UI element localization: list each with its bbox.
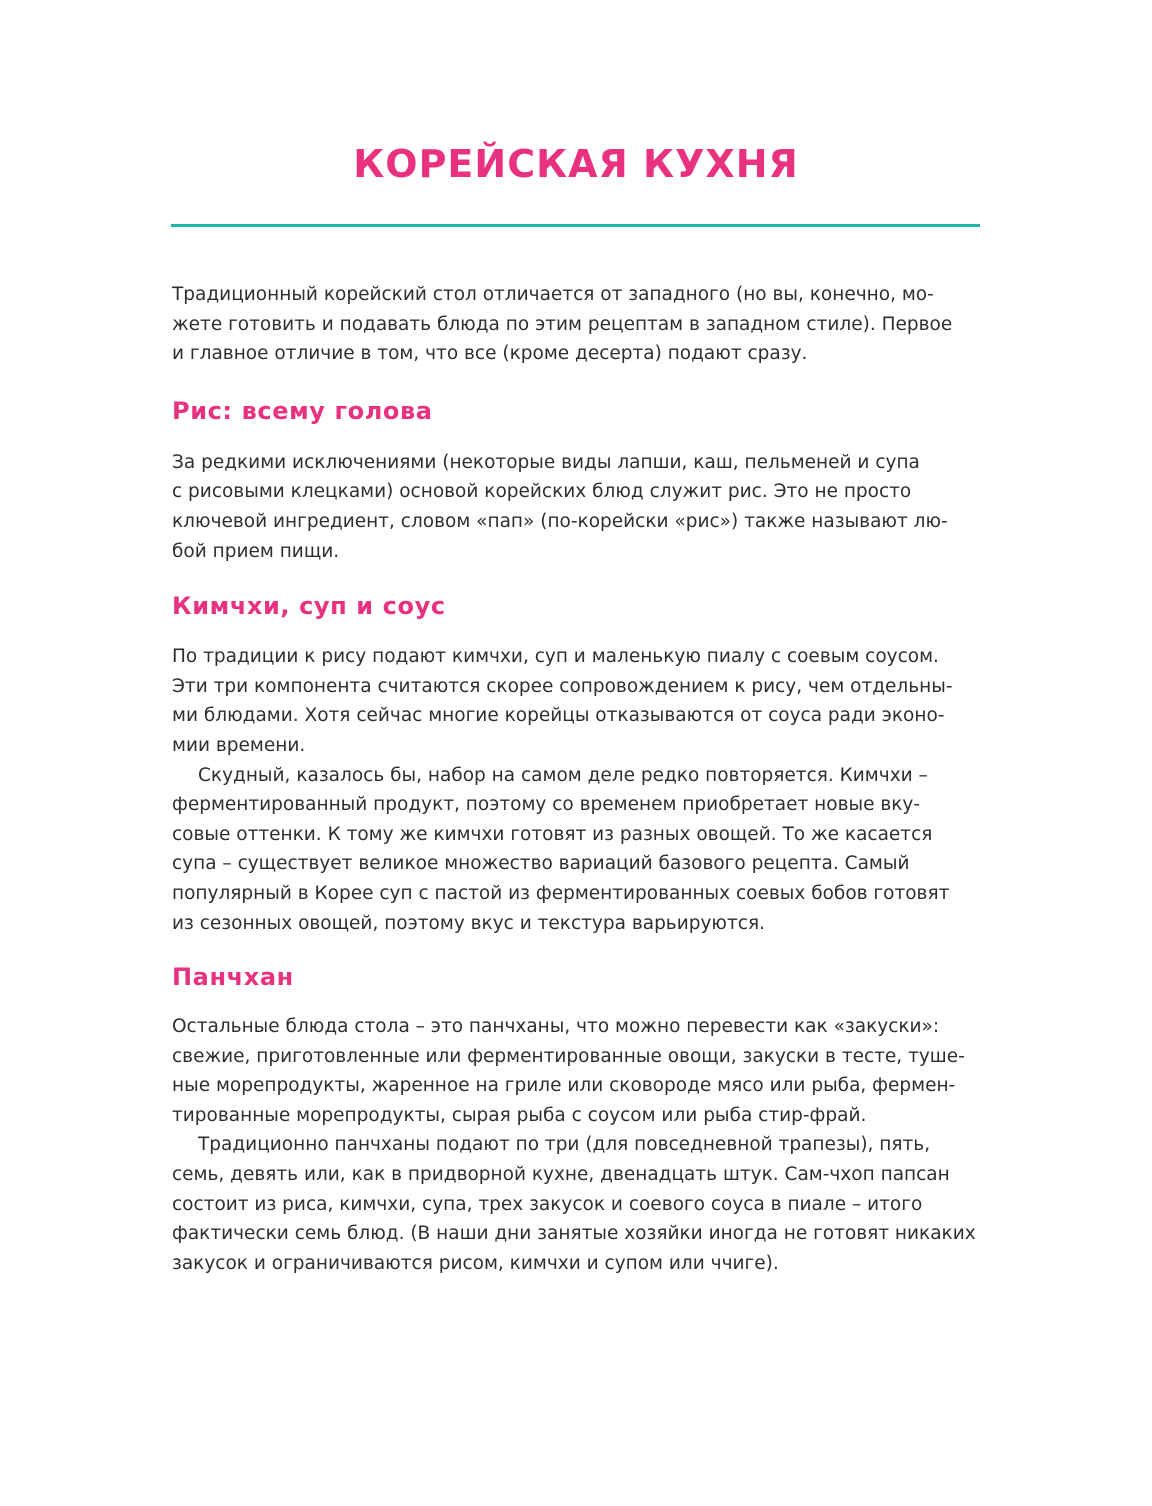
text-line: ми блюдами. Хотя сейчас многие корейцы отказываются от соуса ради эконо- [172,705,945,727]
rice-paragraph [172,448,982,566]
text-line: тированные морепродукты, сырая рыба с соусом или рыба стир-фрай. [172,1104,867,1126]
section-heading-banchan: Панчхан [172,963,294,992]
text-line: ные морепродукты, жаренное на гриле или сковороде мясо или рыба, фермен- [172,1075,956,1097]
text-line: бой прием пищи. [172,540,340,562]
text-line: состоит из риса, кимчхи, супа, трех закусок и соевого соуса в пиале – итого [172,1193,923,1215]
text-line: Традиционный корейский стол отличается от западного (но вы, конечно, мо- [172,284,934,305]
text-line: с рисовыми клецками) основой корейских блюд служит рис. Это не просто [172,481,912,503]
kimchi-paragraph-1 [172,642,982,760]
text-line: Эти три компонента считаются скорее сопровождением к рису, чем отдельны- [172,675,953,697]
text-line: Остальные блюда стола – это панчханы, что можно перевести как «закуски»: [172,1016,940,1038]
text-line: ферментированный продукт, поэтому со временем приобретает новые вку- [172,794,921,816]
text-line: жете готовить и подавать блюда по этим рецептам в западном стиле). Первое [172,313,953,335]
section-heading-kimchi: Кимчхи, суп и соус [172,592,446,621]
text-line: закусок и ограничиваются рисом, кимчхи и супом или ччиге). [172,1252,779,1274]
text-line: мии времени. [172,734,306,756]
intro-paragraph [172,280,982,369]
text-line: семь, девять или, как в придворной кухне, двенадцать штук. Сам-чхоп папсан [172,1164,950,1186]
text-line: Скудный, казалось бы, набор на самом деле редко повторяется. Кимчхи – [198,764,928,786]
text-line: фактически семь блюд. (В наши дни занятые хозяйки иногда не готовят никаких [172,1223,976,1245]
section-heading-rice: Рис: всему голова [172,396,433,425]
page-title: КОРЕЙСКАЯ КУХНЯ [353,142,799,186]
banchan-paragraph-2 [172,1130,982,1278]
text-line: из сезонных овощей, поэтому вкус и текстура варьируются. [172,912,765,934]
text-line: популярный в Корее суп с пастой из ферментированных соевых бобов готовят [172,882,950,904]
text-line: и главное отличие в том, что все (кроме десерта) подают сразу. [172,343,808,365]
title-divider [171,224,980,227]
text-line: ключевой ингредиент, словом «пап» (по-корейски «рис») также называют лю- [172,510,948,532]
text-line: По традиции к рису подают кимчхи, суп и маленькую пиалу с соевым соусом. [172,646,939,668]
banchan-paragraph-1 [172,1012,982,1130]
text-line: Традиционно панчханы подают по три (для повседневной трапезы), пять, [198,1134,931,1156]
text-line: свежие, приготовленные или ферментированные овощи, закуски в тесте, туше- [172,1045,965,1067]
text-line: За редкими исключениями (некоторые виды лапши, каш, пельменей и супа [172,451,920,473]
text-line: супа – существует великое множество вариаций базового рецепта. Самый [172,853,910,875]
text-line: совые оттенки. К тому же кимчхи готовят из разных овощей. То же касается [172,823,933,845]
article-body [172,280,982,1278]
kimchi-paragraph-2 [172,761,982,939]
